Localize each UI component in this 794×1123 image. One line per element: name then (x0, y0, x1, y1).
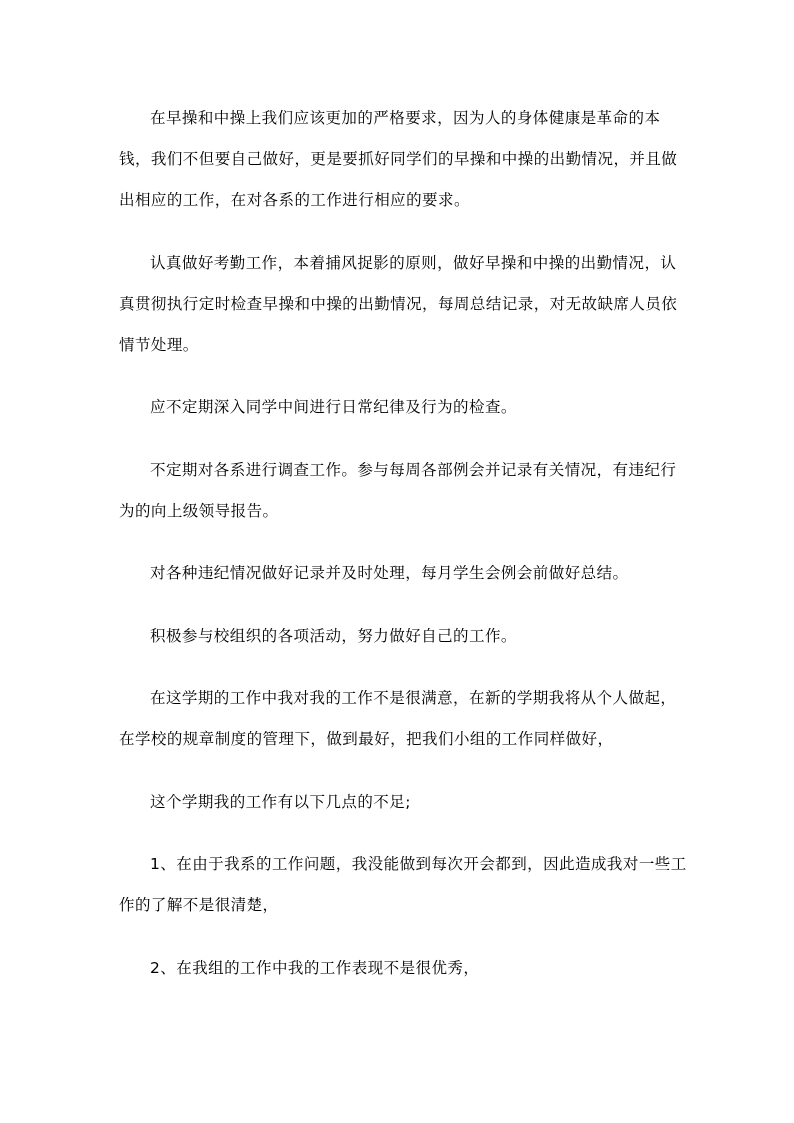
paragraph-shortcoming-1: 1、在由于我系的工作问题，我没能做到每次开会都到，因此造成我对一些工作的了解不是很清楚， (119, 855, 687, 914)
document-body (119, 98, 687, 989)
paragraph-discipline-check: 应不定期深入同学中间进行日常纪律及行为的检查。 (150, 398, 517, 416)
paragraph-attendance: 认真做好考勤工作，本着捕风捉影的原则，做好早操和中操的出勤情况，认真贯彻执行定时检查早操和中操的出勤情况，每周总结记录，对无故缺席人员依情节处理。 (119, 253, 678, 354)
paragraph-department-investigation: 不定期对各系进行调查工作。参与每周各部例会并记录有关情况，有违纪行为的向上级领导报告。 (119, 460, 677, 520)
paragraph-morning-exercise: 在早操和中操上我们应该更加的严格要求，因为人的身体健康是革命的本钱，我们不但要自己做好，更是要抓好同学们的早操和中操的出勤情况，并且做出相应的工作，在对各系的工作进行相应的要求。 (119, 109, 678, 209)
paragraph-shortcoming-2: 2、在我组的工作中我的工作表现不是很优秀， (150, 958, 480, 977)
paragraph-shortcomings-intro: 这个学期我的工作有以下几点的不足; (150, 792, 411, 811)
paragraph-violation-records: 对各种违纪情况做好记录并及时处理，每月学生会例会前做好总结。 (150, 564, 629, 582)
paragraph-school-activities: 积极参与校组织的各项活动，努力做好自己的工作。 (150, 626, 517, 645)
paragraph-semester-reflection: 在这学期的工作中我对我的工作不是很满意，在新的学期我将从个人做起，在学校的规章制度的管理下，做到最好，把我们小组的工作同样做好， (119, 689, 677, 748)
